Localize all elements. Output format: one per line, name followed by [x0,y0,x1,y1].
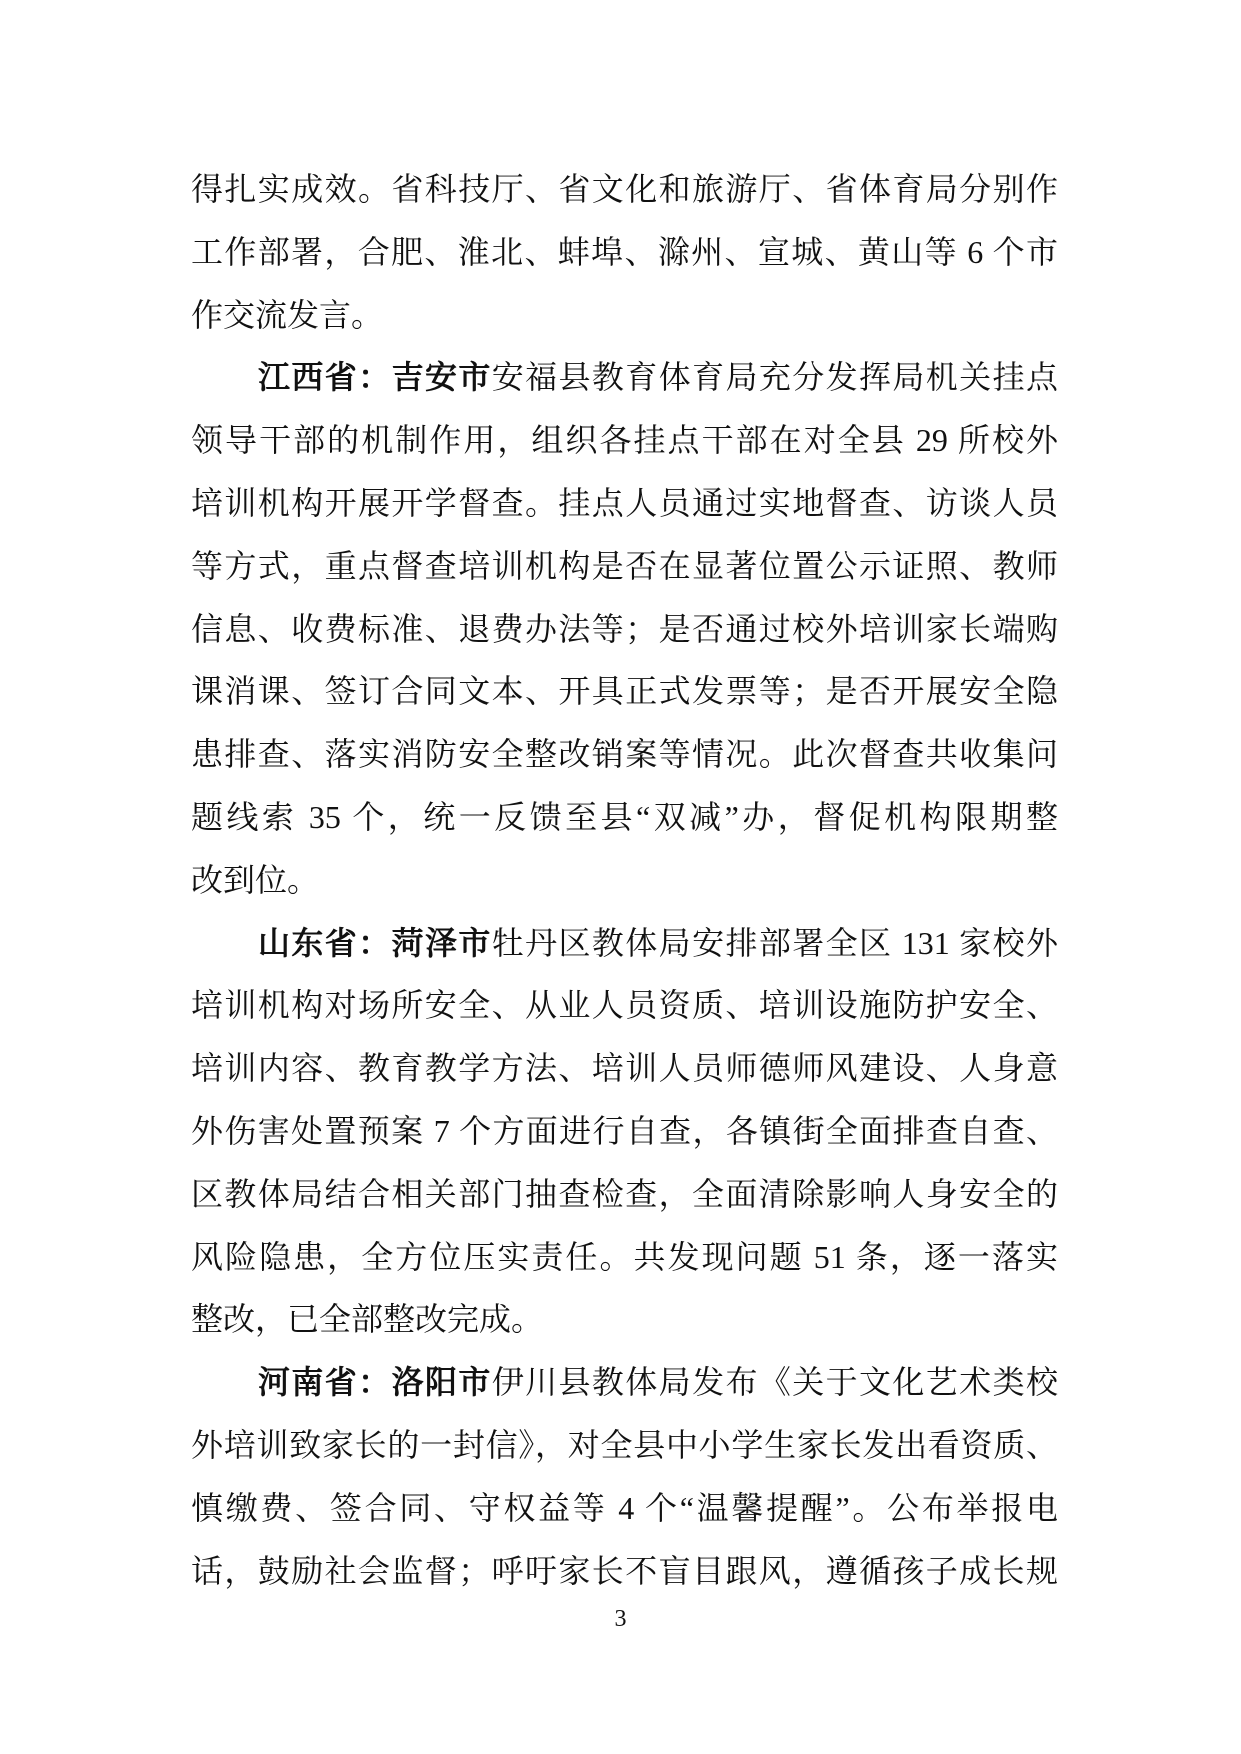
line-text: 伊川县教体局发布《关于文化艺术类校 [491,1364,1058,1401]
text-line: 等方式，重点督查培训机构是否在显著位置公示证照、教师 [191,547,1058,584]
text-line: 题线索 35 个，统一反馈至县“双减”办，督促机构限期整 [191,798,1058,835]
city-label: 吉安市 [391,359,492,396]
text-line: 话，鼓励社会监督；呼吁家长不盲目跟风，遵循孩子成长规 [191,1552,1058,1589]
province-label: 江西省： [258,359,392,396]
paragraph-anhui-continuation [191,158,1058,346]
body-text [191,158,1058,1602]
text-line: 培训内容、教育教学方法、培训人员师德师风建设、人身意 [191,1050,1058,1087]
text-line: 工作部署，合肥、淮北、蚌埠、滁州、宣城、黄山等 6 个市 [191,233,1058,270]
text-line: 患排查、落实消防安全整改销案等情况。此次督查共收集问 [191,736,1058,773]
city-label: 菏泽市 [391,924,492,961]
text-line: 外培训致家长的一封信》，对全县中小学生家长发出看资质、 [191,1426,1058,1463]
page-number: 3 [614,1606,627,1632]
text-line: 信息、收费标准、退费办法等；是否通过校外培训家长端购 [191,610,1058,647]
text-line [191,912,1058,975]
text-line: 课消课、签订合同文本、开具正式发票等；是否开展安全隐 [191,673,1058,710]
province-label: 河南省： [258,1364,392,1401]
text-line: 作交流发言。 [191,296,384,333]
text-line: 外伤害处置预案 7 个方面进行自查，各镇街全面排查自查、 [191,1112,1058,1149]
text-line: 区教体局结合相关部门抽查检查，全面清除影响人身安全的 [191,1175,1058,1212]
province-label: 山东省： [258,924,392,961]
text-line [191,346,1058,409]
text-line: 得扎实成效。省科技厅、省文化和旅游厅、省体育局分别作 [191,171,1058,207]
paragraph-shandong [191,912,1058,1352]
text-line [191,1351,1058,1414]
text-line: 风险隐患，全方位压实责任。共发现问题 51 条，逐一落实 [191,1238,1058,1275]
paragraph-jiangxi [191,346,1058,911]
text-line: 培训机构开展开学督查。挂点人员通过实地督查、访谈人员 [191,484,1058,521]
paragraph-henan [191,1351,1058,1602]
text-line: 改到位。 [191,861,320,898]
text-line: 领导干部的机制作用，组织各挂点干部在对全县 29 所校外 [191,422,1058,459]
city-label: 洛阳市 [391,1364,492,1401]
line-text: 牡丹区教体局安排部署全区 131 家校外 [491,924,1058,961]
text-line: 培训机构对场所安全、从业人员资质、培训设施防护安全、 [191,987,1058,1024]
text-line: 整改，已全部整改完成。 [191,1301,544,1338]
text-line: 慎缴费、签合同、守权益等 4 个“温馨提醒”。公布举报电 [191,1489,1058,1526]
line-text: 安福县教育体育局充分发挥局机关挂点 [491,359,1058,396]
